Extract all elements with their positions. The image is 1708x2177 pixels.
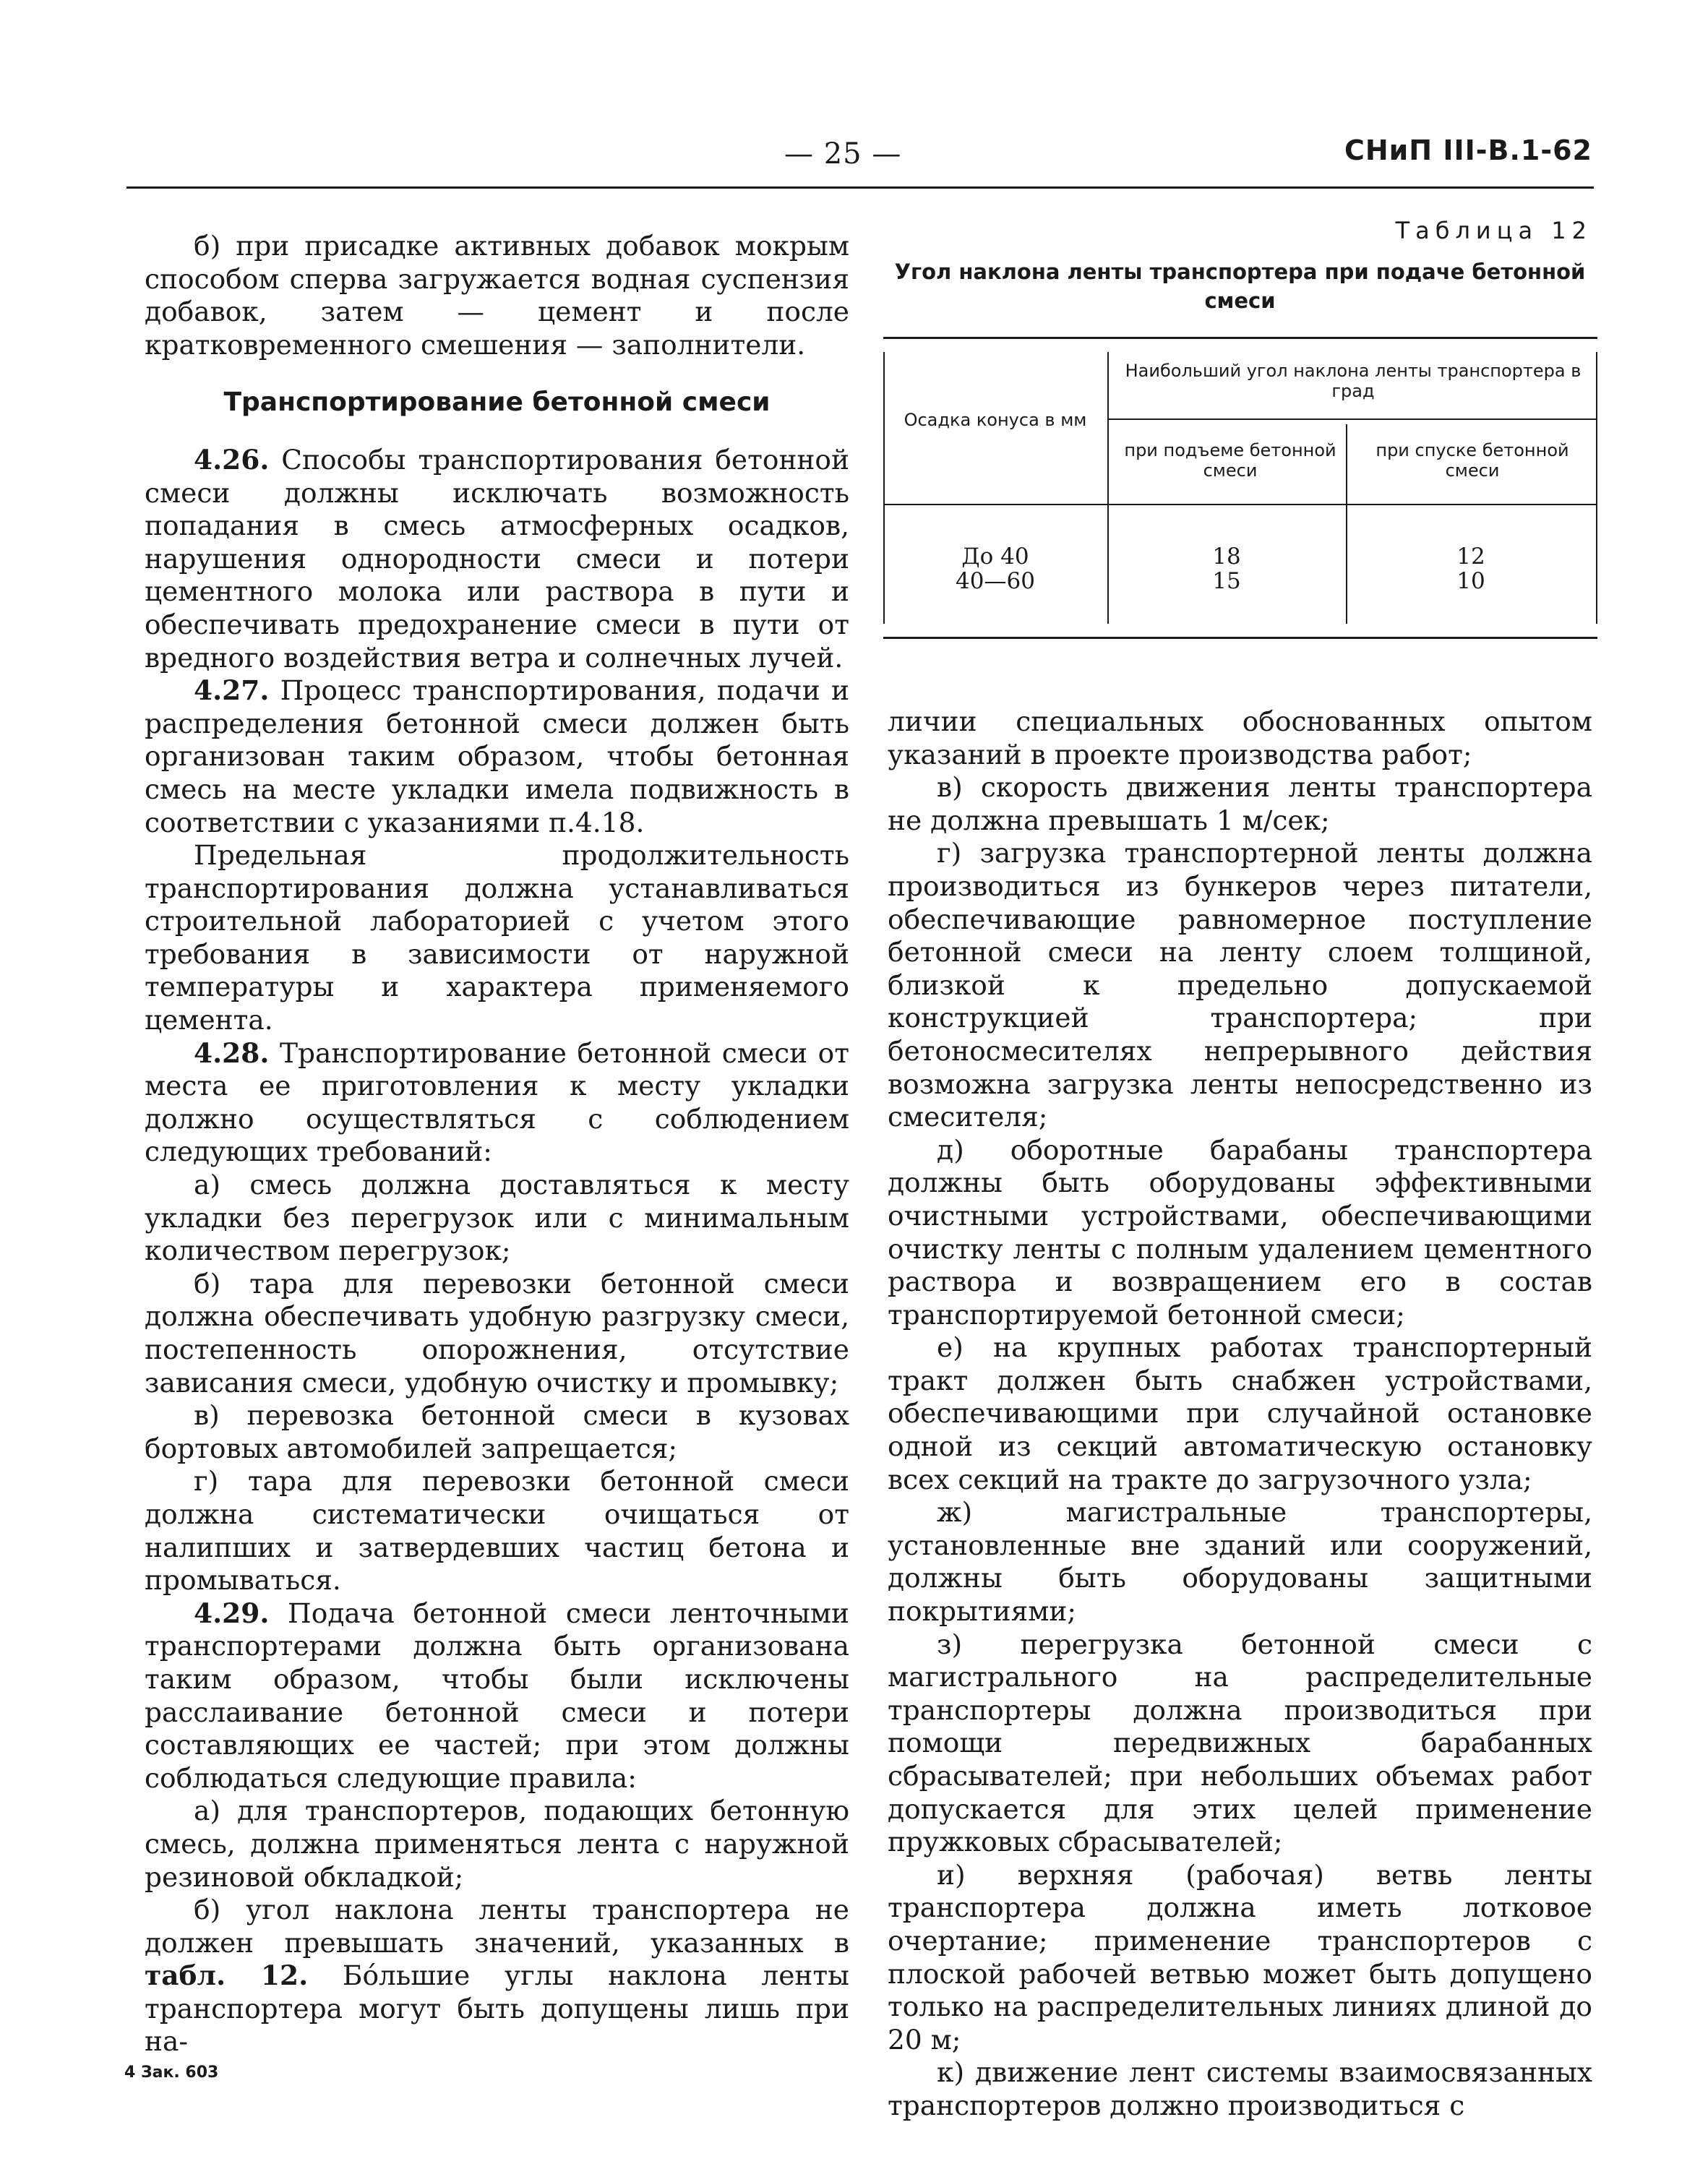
- clause-text: Способы транспортирования бетонной смеси должны исключать возможность попадания в смесь атмосферных осадков, нарушения однородности смеси и потери цементного молока или раствора в пути и обеспечивать предохранение смеси в пути от вредного воздействия ветра и солнечных лучей.: [145, 443, 849, 674]
- incline-angle-table: [883, 337, 1597, 639]
- table-label: Таблица 12: [1395, 217, 1592, 244]
- clause-4-27: [145, 674, 849, 839]
- table-reference: табл. 12.: [145, 1959, 309, 1992]
- list-item: д) оборотные барабаны транспортера должны быть оборудованы эффективными очистными устройствами, обеспечивающими очистку ленты с полным удалением цементного раствора и возвращением его в состав транспортируемой бетонной смеси;: [888, 1133, 1592, 1331]
- list-item: [145, 1894, 849, 2058]
- table-cell-slump: До 40: [961, 544, 1029, 570]
- list-item: б) тара для перевозки бетонной смеси должна обеспечивать удобную разгрузку смеси, постепенность опорожнения, отсутствие зависания смеси, удобную очистку и промывку;: [145, 1267, 849, 1399]
- list-item: в) перевозка бетонной смеси в кузовах бортовых автомобилей запрещается;: [145, 1399, 849, 1464]
- clause-number: 4.29.: [194, 1597, 270, 1629]
- list-item: е) на крупных работах транспортерный тракт должен быть снабжен устройствами, обеспечивающими при случайной остановке одной из секций автоматическую остановку всех секций на тракте до загрузочного узла;: [888, 1331, 1592, 1495]
- paragraph-b-additives: б) при присадке активных добавок мокрым способом сперва загружается водная суспензия добавок, затем — цемент и после кратковременного смешения — заполнители.: [145, 230, 849, 361]
- table-cell-up: 18: [1212, 544, 1241, 570]
- clause-4-29: [145, 1597, 849, 1795]
- table-cell-down: 10: [1456, 568, 1485, 594]
- clause-number: 4.26.: [194, 443, 270, 476]
- list-item: г) загрузка транспортерной ленты должна производиться из бункеров через питатели, обеспечивающие равномерное поступление бетонной смеси на ленту слоем толщиной, близкой к предельно допускаемой конструкцией транспортера; при бетоносмесителях непрерывного действия возможна загрузка ленты непосредственно из смесителя;: [888, 837, 1592, 1133]
- paragraph-transport-duration: Предельная продолжительность транспортирования должна устанавливаться строительной лабораторией с учетом этого требования в зависимости от наружной температуры и характера применяемого цемента.: [145, 839, 849, 1036]
- table-cell-up: 15: [1212, 568, 1241, 594]
- footer-note: 4 Зак. 603: [124, 2064, 219, 2082]
- list-item: в) скорость движения ленты транспортера не должна превышать 1 м/сек;: [888, 771, 1592, 836]
- list-item: ж) магистральные транспортеры, установленные вне зданий или сооружений, должны быть оборудованы защитными покрытиями;: [888, 1496, 1592, 1628]
- column-header-up: при подъеме бетонной смеси: [1124, 440, 1336, 481]
- table-border-right: [1596, 352, 1597, 624]
- list-item-text: Бо́льшие углы наклона ленты транспортера могут быть допущены лишь при на-: [145, 1959, 850, 2058]
- page-number: — 25 —: [784, 137, 902, 171]
- column-header-group: Наибольший угол наклона ленты транспортера в град: [1125, 361, 1582, 401]
- list-item: и) верхняя (рабочая) ветвь ленты транспортера должна иметь лотковое очертание; применение транспортеров с плоской рабочей ветвью может быть допущено только на распределительных линиях длиной до 20 м;: [888, 1858, 1592, 2056]
- table-title: Угол наклона ленты транспортера при подаче бетонной смеси: [894, 259, 1586, 313]
- list-item: з) перегрузка бетонной смеси с магистрального на распределительные транспортеры должна производиться при помощи передвижных барабанных сбрасывателей; при небольших объемах работ допускается для этих целей применение пружковых сбрасывателей;: [888, 1628, 1592, 1858]
- clause-text: Транспортирование бетонной смеси от места ее приготовления к месту укладки должно осуществляться с соблюдением следующих требований:: [145, 1036, 849, 1168]
- clause-number: 4.27.: [194, 674, 270, 707]
- document-code: СНиП III-В.1-62: [1344, 134, 1592, 166]
- table-header-rule: [1107, 418, 1596, 420]
- clause-number: 4.28.: [194, 1036, 270, 1069]
- clause-text: Подача бетонной смеси ленточными транспортерами должна быть организована таким образом, чтобы были исключены расслаивание бетонной смеси и потери составляющих ее частей; при этом должны соблюдаться следующие правила:: [145, 1597, 849, 1794]
- table-header-rule: [883, 504, 1597, 505]
- list-item-text: б) угол наклона ленты транспортера не должен превышать значений, указанных в: [145, 1894, 849, 1959]
- paragraph-continuation: личии специальных обоснованных опытом указаний в проекте производства работ;: [888, 705, 1592, 770]
- header-rule: [126, 186, 1594, 189]
- column-header-slump: Осадка конуса в мм: [904, 410, 1087, 430]
- column-header-down: при спуске бетонной смеси: [1376, 440, 1569, 481]
- table-divider: [1346, 424, 1347, 624]
- clause-text: Процесс транспортирования, подачи и распределения бетонной смеси должен быть организован таким образом, чтобы бетонная смесь на месте укладки имела подвижность в соответствии с указаниями п.4.18.: [145, 674, 849, 838]
- right-column: [888, 705, 1592, 2123]
- clause-4-28: [145, 1037, 849, 1169]
- list-item: а) для транспортеров, подающих бетонную смесь, должна применяться лента с наружной резиновой обкладкой;: [145, 1795, 849, 1893]
- list-item: а) смесь должна доставляться к месту укладки без перегрузок или с минимальным количеством перегрузок;: [145, 1169, 849, 1267]
- table-cell-down: 12: [1456, 544, 1485, 570]
- clause-4-26: [145, 444, 849, 674]
- table-cell-slump: 40—60: [956, 568, 1035, 594]
- list-item: г) тара для перевозки бетонной смеси должна систематически очищаться от налипших и затвердевших частиц бетона и промываться.: [145, 1465, 849, 1597]
- list-item: к) движение лент системы взаимосвязанных транспортеров должно производиться с: [888, 2056, 1592, 2121]
- section-title: Транспортирование бетонной смеси: [223, 387, 771, 418]
- left-column: [145, 230, 849, 2058]
